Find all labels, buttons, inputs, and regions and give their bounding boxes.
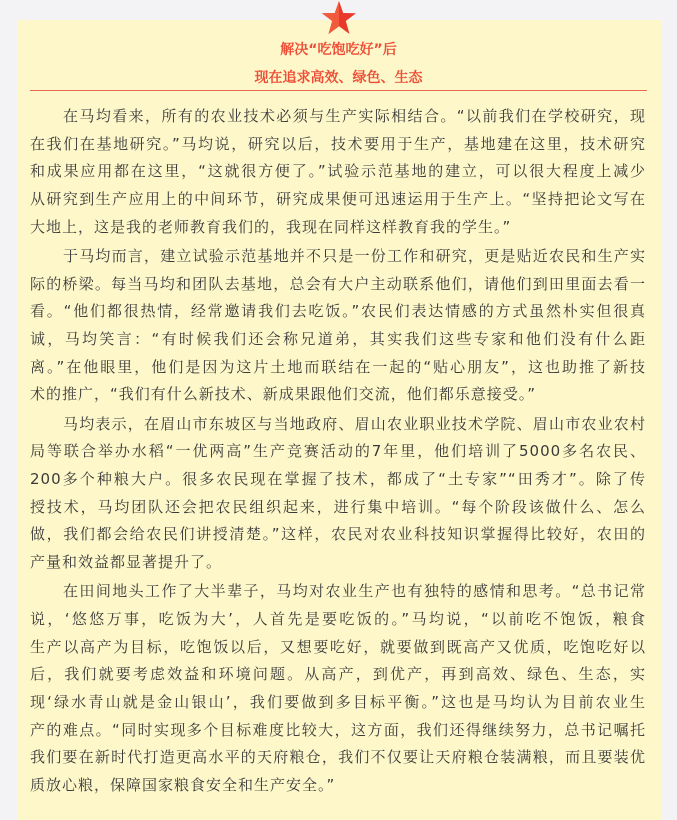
paragraph [30, 103, 646, 241]
paragraph-line: 在马均看来，所有的农业技术必须与生产实际相结合。“以前我们在学校研究，现 [63, 107, 646, 125]
paragraph-line: 从研究到生产应用上的中间环节，研究成果便可迅速运用于生产上。“坚持把论文写在 [30, 190, 646, 209]
paragraph-line: 术的推广，“我们有什么新技术、新成果跟他们交流，他们都乐意接受。” [30, 385, 537, 404]
paragraph-line: 授技术，马均团队还会把农民组织起来，进行集中培训。“每个阶段该做什么、怎么 [30, 497, 646, 516]
paragraph [30, 243, 646, 409]
paragraph-line: 离。”在他眼里，他们是因为这片土地而联结在一起的“贴心朋友”，这也助推了新技 [30, 357, 646, 376]
paragraph-line: 和成果应用都在这里，“这就很方便了。”试验示范基地的建立，可以很大程度上减少 [30, 162, 646, 181]
paragraph-line: 局等联合举办水稻“一优两高”生产竞赛活动的7年里，他们培训了5000多名农民、 [30, 442, 646, 461]
section-title-line2: 现在追求高效、绿色、生态 [254, 70, 423, 86]
title-divider [30, 90, 647, 91]
paragraph-line: 马均表示，在眉山市东坡区与当地政府、眉山农业职业技术学院、眉山市农业农村 [63, 414, 646, 433]
paragraph-line: 产的难点。“同时实现多个目标难度比较大，这方面，我们还得继续努力，总书记嘱托 [30, 720, 646, 739]
paragraph-line: 我们要在新时代打造更高水平的天府粮仓，我们不仅要让天府粮仓装满粮，而且要装优 [30, 748, 646, 767]
paragraph-line: 诚，马均笑言：“有时候我们还会称兄道弟，其实我们这些专家和他们没有什么距 [30, 330, 646, 348]
paragraph-line: 于马均而言，建立试验示范基地并不只是一份工作和研究，更是贴近农民和生产实 [63, 246, 646, 265]
paragraph-line: 现‘绿水青山就是金山银山’，我们要做到多目标平衡。”这也是马均认为目前农业生 [30, 692, 646, 711]
paragraph-line: 在田间地头工作了大半辈子，马均对农业生产也有独特的感情和思考。“总书记常 [63, 582, 646, 601]
paragraph-line: 在我们在基地研究。”马均说，研究以后，技术要用于生产，基地建在这里，技术研究 [30, 134, 646, 153]
paragraph [30, 411, 646, 577]
paragraph [30, 578, 646, 800]
paragraph-line: 后，我们就要考虑效益和环境问题。从高产，到优产，再到高效、绿色、生态，实 [30, 665, 646, 684]
paragraph-line: 做，我们都会给农民们讲授清楚。”这样，农民对农业科技知识掌握得比较好，农田的 [30, 525, 646, 544]
paragraph-line: 大地上，这是我的老师教育我们的，我现在同样这样教育我的学生。” [30, 217, 512, 236]
paragraph-line: 际的桥梁。每当马均和团队去基地，总会有大户主动联系他们，请他们到田里面去看一 [30, 274, 646, 293]
paragraph-line: 看。“他们都很热情，经常邀请我们去吃饭。”农民们表达情感的方式虽然朴实但很真 [30, 302, 646, 321]
paragraph-line: 生产以高产为目标，吃饱饭以后，又想要吃好，就要做到既高产又优质，吃饱吃好以 [30, 637, 646, 656]
article-body [30, 103, 646, 801]
red-star-icon [321, 0, 357, 36]
paragraph-line: 产量和效益都显著提升了。 [30, 553, 223, 571]
paragraph-line: 200多个种粮大户。很多农民现在掌握了技术，都成了“土专家”“田秀才”。除了传 [30, 469, 646, 488]
section-title-line1: 解决“吃饱吃好”后 [280, 42, 397, 58]
paragraph-line: 质放心粮，保障国家粮食安全和生产安全。” [30, 776, 336, 794]
paragraph-line: 说，‘悠悠万事，吃饭为大’，人首先是要吃饭的。”马均说，“以前吃不饱饭，粮食 [30, 609, 646, 628]
